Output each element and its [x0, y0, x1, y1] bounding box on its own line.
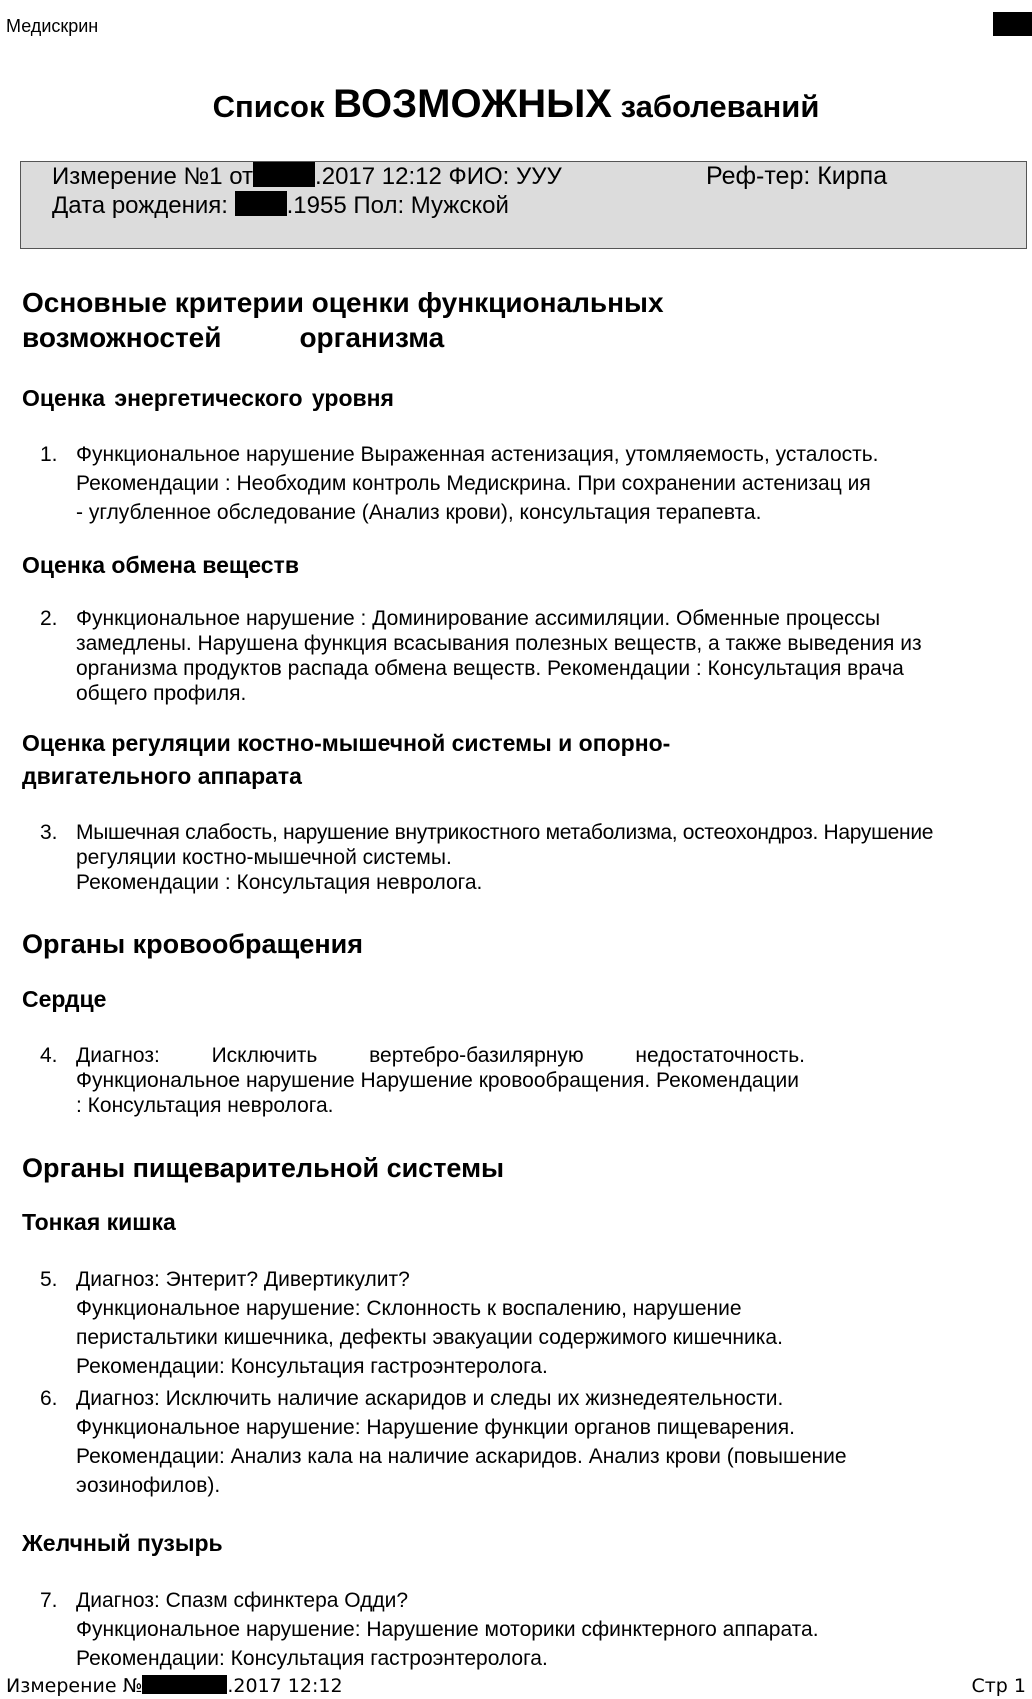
item-word: Диагноз: — [76, 1044, 160, 1067]
redacted-footer-date — [142, 1675, 227, 1694]
section-small-intestine: Тонкая кишка — [22, 1209, 176, 1235]
item-line: Функциональное нарушение : Доминирование ассимиляции. Обменные процессы — [76, 607, 881, 630]
footer-measurement-suffix: .2017 12:12 — [227, 1675, 343, 1697]
item-line: Функциональное нарушение: Склонность к воспалению, нарушение — [76, 1297, 742, 1320]
section-gallbladder: Желчный пузырь — [22, 1530, 223, 1556]
item-number: 6. — [40, 1387, 58, 1410]
section-circulation: Органы кровообращения — [22, 929, 363, 959]
main-title-line-2b: организма — [299, 322, 445, 353]
redacted-block — [993, 12, 1032, 36]
title-part-2: ВОЗМОЖНЫХ — [333, 82, 612, 126]
section-heart: Сердце — [22, 986, 107, 1012]
musculo-title-line-2: двигательного аппарата — [22, 763, 302, 789]
section-energy: Оценка энергетического уровня — [22, 385, 394, 411]
item-line: регуляции костно-мышечной системы. — [76, 846, 452, 869]
item-line: Функциональное нарушение Нарушение кровообращения. Рекомендации — [76, 1069, 799, 1092]
item-number: 5. — [40, 1268, 58, 1291]
item-line: Диагноз: Исключить наличие аскаридов и следы их жизнедеятельности. — [76, 1387, 784, 1410]
main-title-line-1: Основные критерии оценки функциональных — [22, 287, 664, 318]
measurement-line — [52, 162, 562, 191]
measurement-suffix: .2017 12:12 ФИО: УУУ — [315, 163, 562, 190]
section-metabolism: Оценка обмена веществ — [22, 552, 299, 578]
item-word: Исключить — [211, 1044, 318, 1067]
item-line: перистальтики кишечника, дефекты эвакуации содержимого кишечника. — [76, 1326, 783, 1349]
item-line: Рекомендации : Консультация невролога. — [76, 871, 483, 894]
section-main-title — [22, 285, 664, 355]
item-line: : Консультация невролога. — [76, 1094, 334, 1117]
item-line: организма продуктов распада обмена веществ. Рекомендации : Консультация врача — [76, 657, 904, 680]
measurement-prefix: Измерение №1 от — [52, 163, 254, 190]
title-part-3: заболеваний — [620, 89, 820, 124]
item-number: 3. — [40, 821, 58, 844]
referrer-label: Реф-тер: Кирпа — [706, 162, 888, 190]
footer-measurement-prefix: Измерение № — [6, 1675, 143, 1697]
page-number: Стр 1 — [971, 1675, 1026, 1697]
birth-line — [52, 191, 509, 220]
item-line: Функциональное нарушение: Нарушение функции органов пищеварения. — [76, 1416, 795, 1439]
document-title — [0, 82, 1032, 127]
redacted-date — [253, 162, 315, 187]
item-line: Диагноз: Энтерит? Дивертикулит? — [76, 1268, 410, 1291]
item-line: Мышечная слабость, нарушение внутрикостного метаболизма, остеохондроз. Нарушение — [76, 821, 934, 844]
item-line: общего профиля. — [76, 682, 247, 705]
brand-label: Медискрин — [6, 16, 99, 36]
redacted-birthdate — [235, 191, 287, 216]
item-word: недостаточность. — [635, 1044, 805, 1067]
title-part-1: Список — [212, 89, 325, 124]
section-digestive: Органы пищеварительной системы — [22, 1153, 505, 1183]
item-number: 2. — [40, 607, 58, 630]
item-word: вертебро-базилярную — [369, 1044, 584, 1067]
item-line: Рекомендации: Консультация гастроэнтеролога. — [76, 1647, 548, 1670]
item-line: Функциональное нарушение Выраженная астенизация, утомляемость, усталость. — [76, 443, 879, 466]
footer-measurement — [6, 1675, 343, 1697]
item-line: Рекомендации: Анализ кала на наличие аскаридов. Анализ крови (повышение — [76, 1445, 847, 1468]
musculo-title-line-1: Оценка регуляции костно-мышечной системы и опорно- — [22, 730, 671, 756]
item-line: - углубленное обследование (Анализ крови), консультация терапевта. — [76, 501, 762, 524]
birth-prefix: Дата рождения: — [52, 192, 228, 219]
patient-info-box — [20, 161, 1027, 249]
item-number: 7. — [40, 1589, 58, 1612]
item-number: 1. — [40, 443, 58, 466]
item-line: замедлены. Нарушена функция всасывания полезных веществ, а также выведения из — [76, 632, 922, 655]
main-title-line-2a: возможностей — [22, 322, 222, 353]
item-number: 4. — [40, 1044, 58, 1067]
birth-suffix: .1955 Пол: Мужской — [286, 192, 509, 219]
item-line: Рекомендации: Консультация гастроэнтеролога. — [76, 1355, 548, 1378]
justified-line — [76, 1043, 805, 1068]
section-musculoskeletal — [22, 727, 670, 793]
item-line: Диагноз: Спазм сфинктера Одди? — [76, 1589, 409, 1612]
main-title-line-2 — [22, 320, 664, 355]
item-line: эозинофилов). — [76, 1474, 221, 1497]
item-line: Рекомендации : Необходим контроль Медискрина. При сохранении астенизац ия — [76, 472, 871, 495]
item-line: Функциональное нарушение: Нарушение моторики сфинктерного аппарата. — [76, 1618, 819, 1641]
